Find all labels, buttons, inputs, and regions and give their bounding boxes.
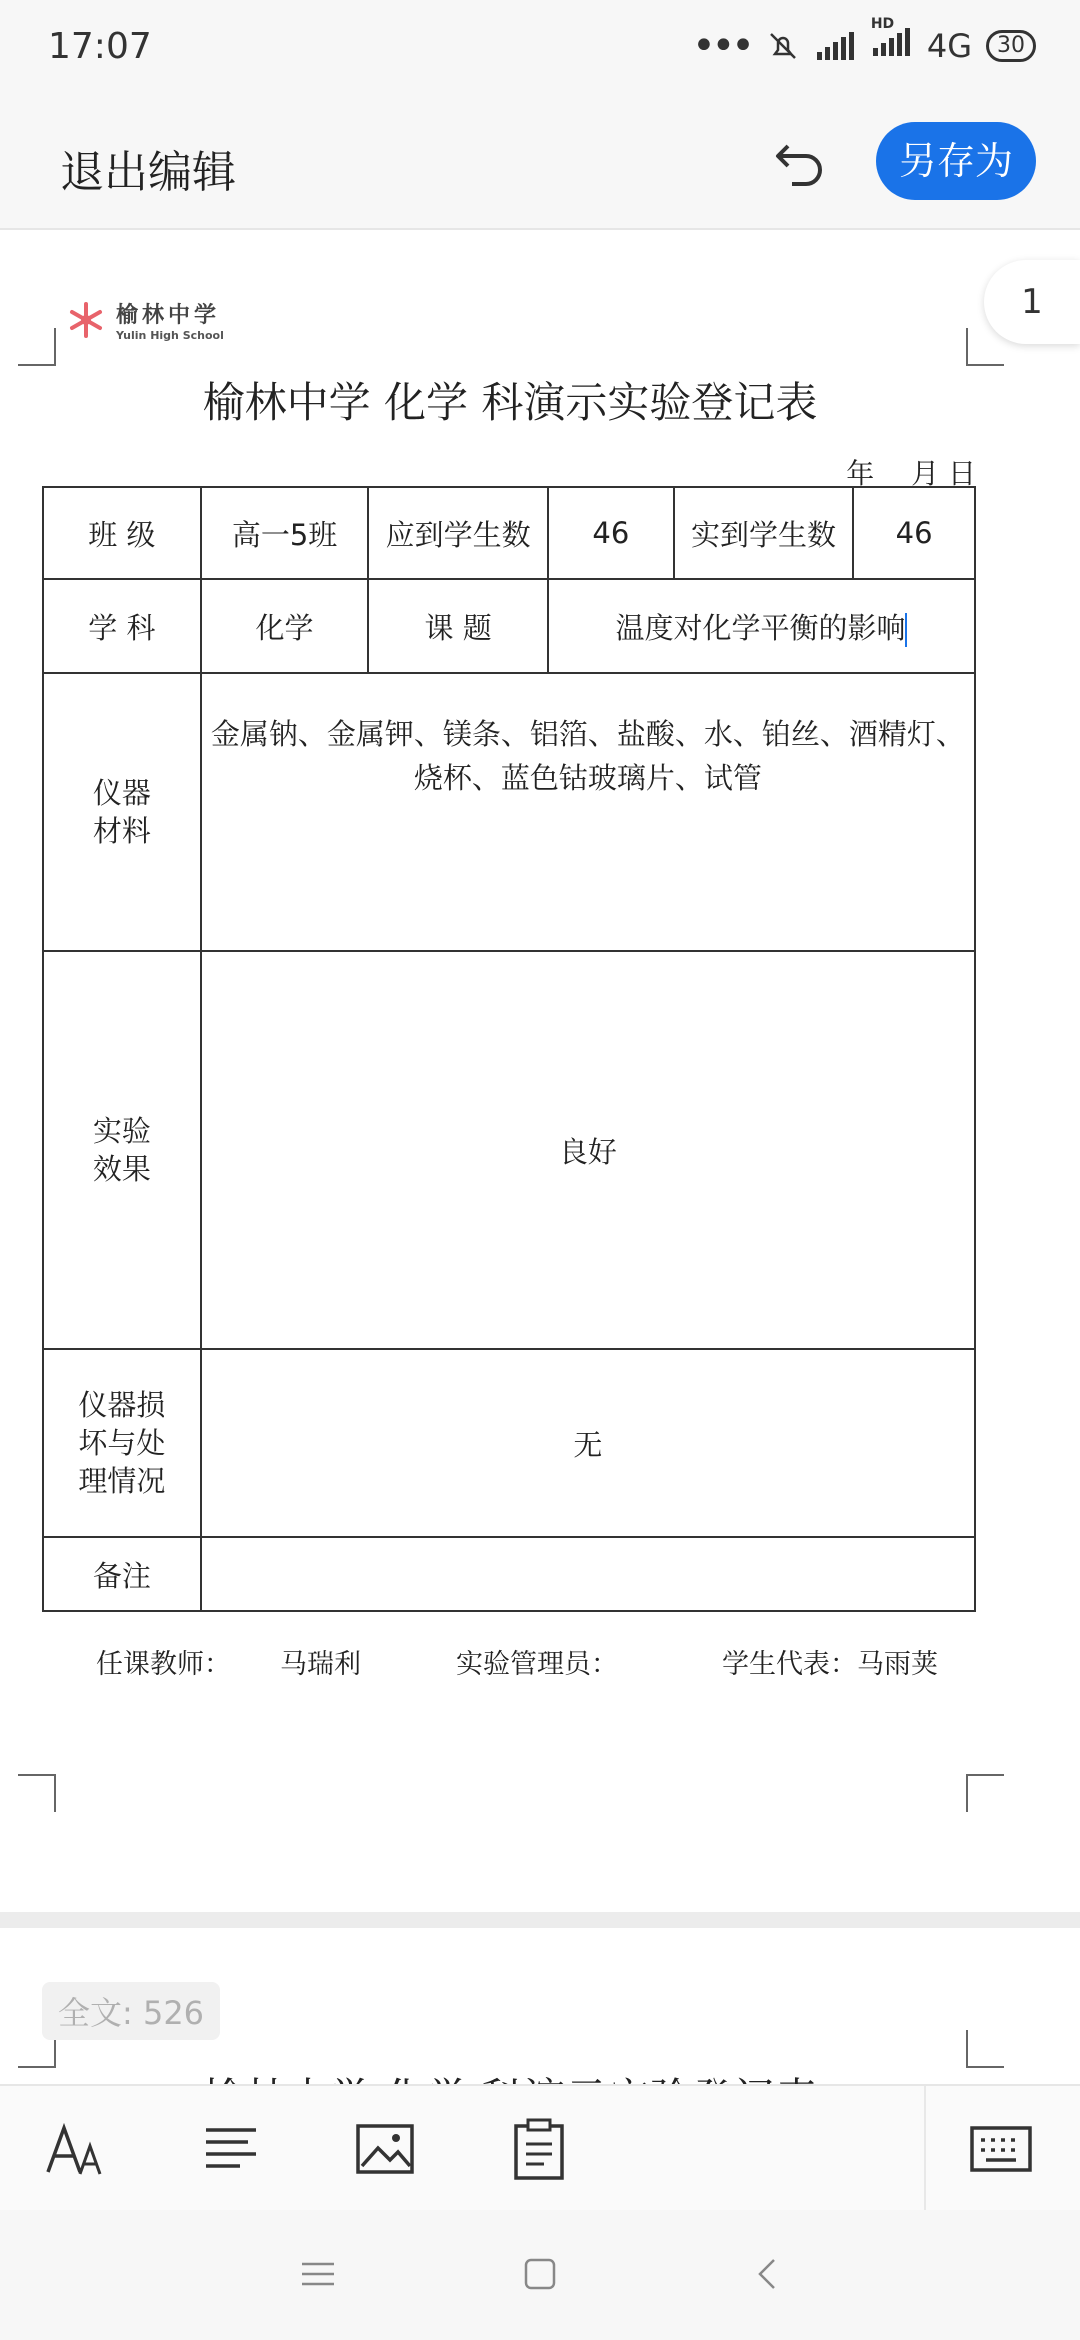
table-row bbox=[43, 487, 975, 579]
toolbar-divider bbox=[924, 2086, 926, 2212]
notes-value[interactable] bbox=[201, 1537, 975, 1611]
result-label[interactable]: 实验 效果 bbox=[43, 951, 201, 1349]
text-cursor bbox=[905, 613, 907, 647]
date-line[interactable]: 年 月 日 bbox=[846, 457, 976, 490]
document-page[interactable] bbox=[0, 230, 1080, 1912]
school-logo bbox=[64, 298, 224, 342]
result-value[interactable]: 良好 bbox=[201, 951, 975, 1349]
teacher-label[interactable]: 任课教师： bbox=[96, 1649, 231, 1680]
save-as-button[interactable]: 另存为 bbox=[876, 122, 1036, 200]
undo-icon[interactable] bbox=[766, 126, 836, 196]
paragraph-align-icon[interactable] bbox=[198, 2116, 264, 2182]
app-bar bbox=[0, 100, 1080, 230]
edit-toolbar bbox=[0, 2084, 1080, 2212]
back-icon[interactable] bbox=[748, 2254, 788, 2294]
table-row bbox=[43, 1537, 975, 1611]
lab-admin-label[interactable]: 实验管理员： bbox=[456, 1649, 618, 1680]
signal-icon bbox=[815, 30, 857, 62]
page-corner-mark bbox=[966, 2030, 1004, 2068]
hd-signal bbox=[870, 16, 913, 66]
damage-value[interactable]: 无 bbox=[201, 1349, 975, 1537]
network-type: 4G bbox=[926, 27, 972, 65]
registration-table[interactable] bbox=[42, 486, 976, 1612]
status-time: 17:07 bbox=[48, 26, 152, 67]
page-separator bbox=[0, 1912, 1080, 1928]
table-row bbox=[43, 673, 975, 951]
clipboard-icon[interactable] bbox=[506, 2116, 572, 2182]
table-row bbox=[43, 951, 975, 1349]
menu-icon[interactable] bbox=[298, 2254, 338, 2294]
document-page-2[interactable] bbox=[0, 1928, 1080, 2084]
notes-label[interactable]: 备注 bbox=[43, 1537, 201, 1611]
page-corner-mark bbox=[18, 1774, 56, 1812]
equipment-value[interactable]: 金属钠、金属钾、镁条、铝箔、盐酸、水、铂丝、酒精灯、烧杯、蓝色钴玻璃片、试管 bbox=[201, 673, 975, 951]
expected-students-value[interactable]: 46 bbox=[548, 487, 674, 579]
student-representative[interactable]: 学生代表：马雨荚 bbox=[722, 1649, 938, 1680]
logo-emblem-icon bbox=[64, 300, 108, 340]
word-count-badge: 全文: 526 bbox=[42, 1982, 220, 2040]
keyboard-icon[interactable] bbox=[968, 2116, 1034, 2182]
page-corner-mark bbox=[18, 328, 56, 366]
page-indicator[interactable]: 1 bbox=[984, 260, 1080, 344]
expected-students-label[interactable]: 应到学生数 bbox=[368, 487, 548, 579]
logo-cn: 榆林中学 bbox=[116, 303, 221, 328]
hd-label: HD bbox=[870, 16, 895, 32]
subject-label[interactable]: 学 科 bbox=[43, 579, 201, 673]
document-title[interactable]: 榆林中学 化学 科演示实验登记表 bbox=[202, 378, 818, 427]
home-icon[interactable] bbox=[520, 2254, 560, 2294]
page-corner-mark bbox=[966, 1774, 1004, 1812]
topic-value[interactable]: 温度对化学平衡的影响 bbox=[615, 610, 906, 645]
class-label[interactable]: 班 级 bbox=[43, 487, 201, 579]
logo-en: Yulin High School bbox=[116, 329, 224, 342]
table-row bbox=[43, 1349, 975, 1537]
insert-image-icon[interactable] bbox=[352, 2116, 418, 2182]
teacher-name[interactable]: 马瑞利 bbox=[280, 1649, 361, 1680]
topic-label[interactable]: 课 题 bbox=[368, 579, 548, 673]
damage-label[interactable]: 仪器损 坏与处 理情况 bbox=[43, 1349, 201, 1537]
equipment-label[interactable]: 仪器 材料 bbox=[43, 673, 201, 951]
battery-icon: 30 bbox=[986, 30, 1036, 62]
navigation-bar bbox=[0, 2210, 1080, 2340]
actual-students-value[interactable]: 46 bbox=[853, 487, 975, 579]
actual-students-label[interactable]: 实到学生数 bbox=[674, 487, 854, 579]
table-row bbox=[43, 579, 975, 673]
subject-value[interactable]: 化学 bbox=[201, 579, 369, 673]
more-notifications-icon: ••• bbox=[692, 23, 751, 69]
class-value[interactable]: 高一5班 bbox=[201, 487, 369, 579]
topic-cell[interactable] bbox=[548, 579, 975, 673]
mute-bell-icon bbox=[765, 28, 801, 64]
exit-edit-button[interactable]: 退出编辑 bbox=[60, 147, 236, 198]
font-style-icon[interactable] bbox=[44, 2116, 110, 2182]
status-icons bbox=[692, 16, 1036, 69]
status-bar bbox=[0, 0, 1080, 100]
